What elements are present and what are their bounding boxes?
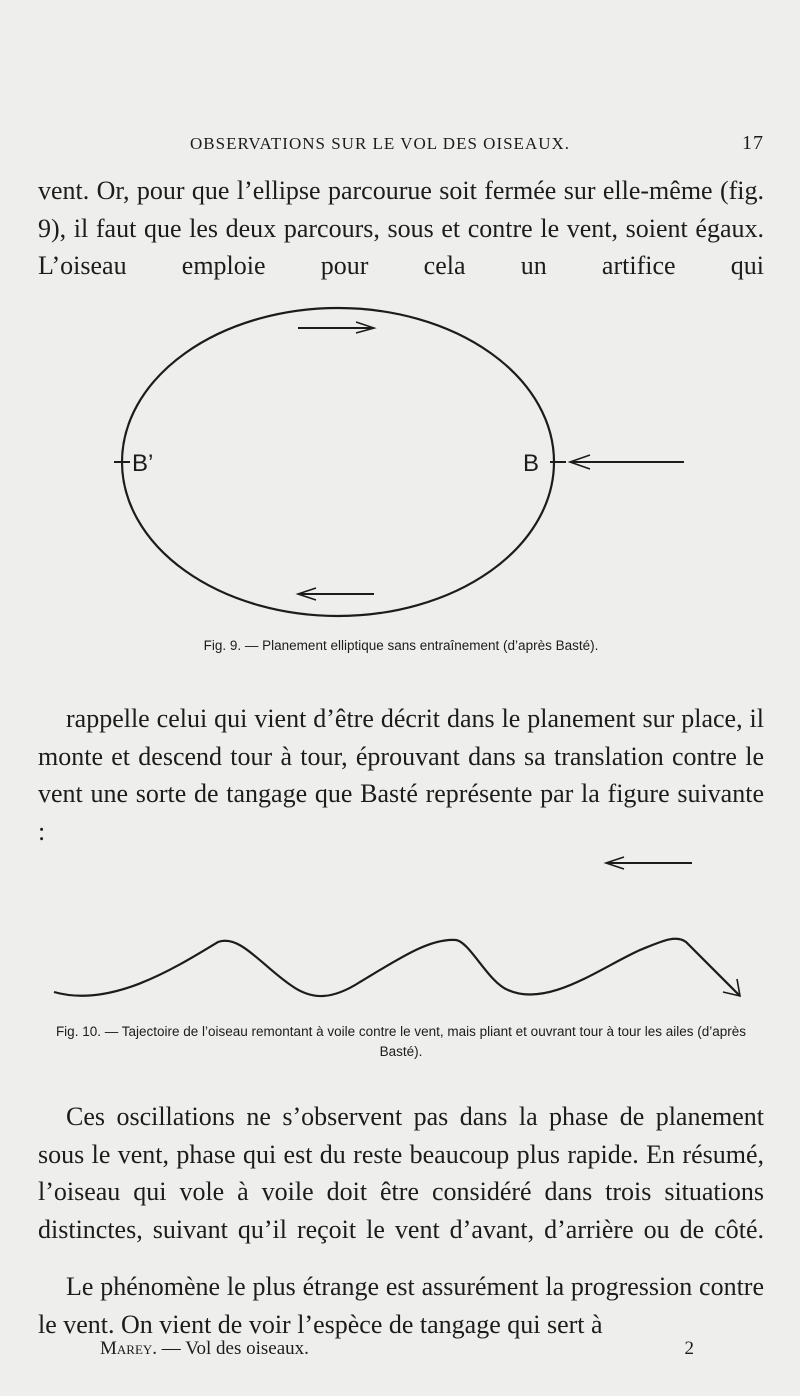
page-number: 17 — [742, 132, 764, 154]
label-b-prime: B’ — [132, 450, 154, 477]
figure-10-caption: Fig. 10. — Tajectoire de l’oiseau remontant à voile contre le vent, mais pliant et ouvrant tour à tour les ailes (d’après Basté). — [55, 1024, 747, 1059]
footer-author: Marey. — [100, 1338, 158, 1359]
figure-9-caption: Fig. 9. — Planement elliptique sans entraînement (d’après Basté). — [203, 638, 599, 653]
label-b: B — [523, 450, 540, 477]
figure-9-ellipse — [0, 290, 800, 630]
wind-arrow-fig10 — [606, 857, 692, 869]
footer-signature — [100, 1338, 700, 1366]
wind-arrow — [570, 455, 684, 469]
arrow-top-right — [298, 322, 374, 333]
sheet-number: 2 — [684, 1338, 694, 1359]
running-header — [38, 130, 764, 156]
paragraph-4: Le phénomène le plus étrange est assurément la progression contre le vent. On vient de voir l’espèce de tangage qui sert à — [38, 1272, 764, 1339]
paragraph-1: vent. Or, pour que l’ellipse parcourue soit fermée sur elle-même (fig. 9), il faut que les deux parcours, sous et contre le vent, soient égaux. L’oiseau emploie pour cela un artifice qui — [38, 176, 764, 281]
running-title: OBSERVATIONS SUR LE VOL DES OISEAUX. — [190, 134, 571, 153]
paragraph-2: rappelle celui qui vient d’être décrit dans le planement sur place, il monte et descend tour à tour, éprouvant dans sa translation contre le vent une sorte de tangage que Basté représente par la figure suivante : — [38, 704, 764, 846]
figure-10-trajectory — [0, 850, 800, 1010]
paragraph-3: Ces oscillations ne s’observent pas dans la phase de planement sous le vent, phase qui est du reste beaucoup plus rapide. En résumé, l’oiseau qui vole à voile doit être considéré dans trois situations distinctes, suivant qu’il reçoit le vent d’avant, d’arrière ou de côté. — [38, 1102, 764, 1244]
oscillating-path — [54, 939, 740, 996]
arrow-bottom-left — [298, 588, 374, 600]
footer-title: — Vol des oiseaux. — [161, 1338, 309, 1359]
elliptic-trajectory — [122, 308, 554, 616]
